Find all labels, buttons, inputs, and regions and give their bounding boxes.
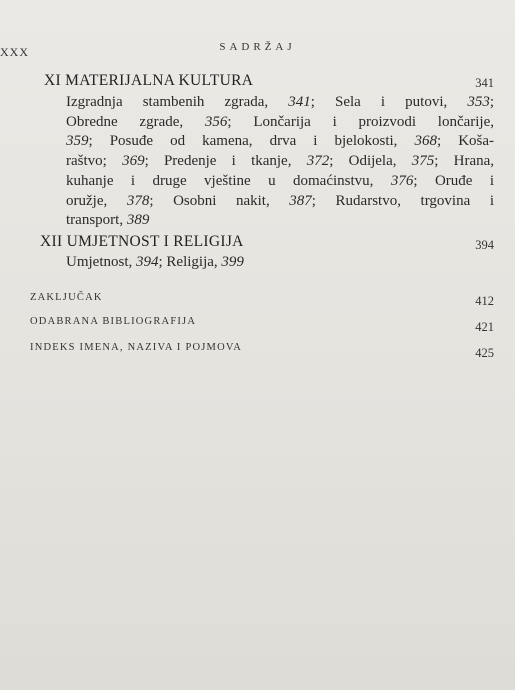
running-head: SADRŽAJ [219, 41, 296, 53]
contents-line: 359; Posuđe od kamena, drva i bjelokosti, 368; Koša- [66, 133, 495, 150]
contents-line: raštvo; 369; Predenje i tkanje, 372; Odijela, 375; Hrana, [66, 153, 495, 170]
contents-line: transport, 389 [66, 212, 150, 229]
chapter-xii-page: 394 [475, 238, 494, 252]
section-indeks-title: INDEKS IMENA, NAZIVA I POJMOVA [30, 342, 243, 353]
contents-line: Izgradnja stambenih zgrada, 341; Sela i putovi, 353; [66, 94, 495, 110]
section-bibliografija-page: 421 [475, 320, 494, 334]
section-zakljucak-title: ZAKLJUČAK [30, 292, 103, 303]
chapter-xii-title: XII UMJETNOST I RELIGIJA [40, 233, 244, 250]
contents-line: oružje, 378; Osobni nakit, 387; Rudarstvo, trgovina i [66, 192, 494, 209]
chapter-xii-contents [66, 253, 494, 273]
section-bibliografija-title: ODABRANA BIBLIOGRAFIJA [30, 316, 197, 327]
section-indeks-page: 425 [475, 346, 494, 360]
chapter-xi-page: 341 [475, 76, 494, 90]
section-zakljucak-page: 412 [475, 294, 494, 308]
chapter-xi-contents [66, 93, 494, 231]
page-number: XXX [0, 45, 29, 59]
contents-line: Umjetnost, 394; Religija, 399 [66, 254, 244, 270]
contents-line: kuhanje i druge vještine u domaćinstvu, 376; Oruđe i [66, 172, 495, 189]
chapter-xi-title: XI MATERIJALNA KULTURA [44, 72, 254, 89]
contents-line: Obredne zgrade, 356; Lončarija i proizvodi lončarije, [66, 113, 495, 130]
